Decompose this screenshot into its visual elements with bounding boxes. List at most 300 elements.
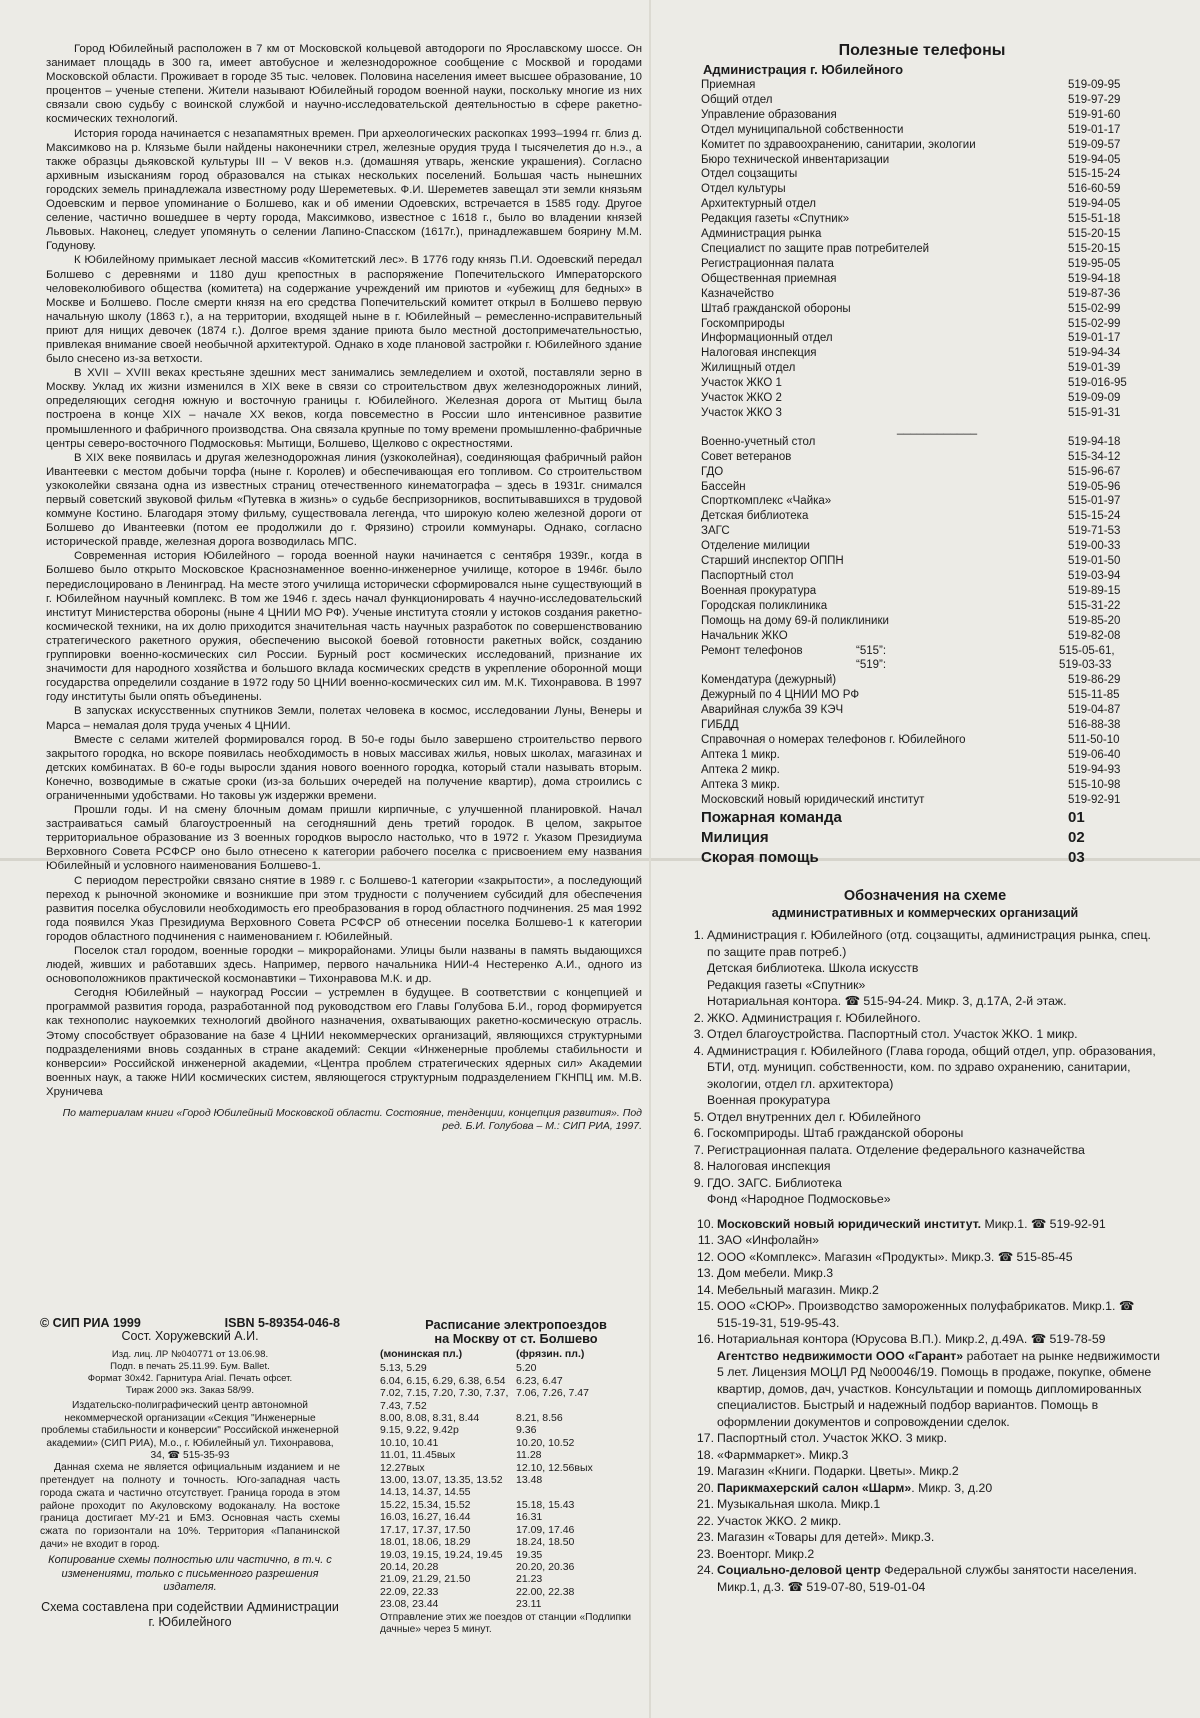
legend-item-text: ООО «СЮР». Производство замороженных полуфабрикатов. Микр.1. ☎ 515-19-31, 519-95-43. [717,1299,1135,1330]
legend-item-number: 5. [693,1109,704,1124]
phone-row [701,108,1143,123]
other-phone-list [701,435,1143,644]
legend-item-number: 12. [696,1249,714,1264]
print-line: Тираж 2000 экз. Заказ 58/99. [126,1385,254,1397]
train-row [380,1362,652,1374]
legend-item [690,1216,1160,1233]
train-times-monino: 18.01, 18.06, 18.29 [380,1536,471,1549]
legend-item [690,1265,1160,1282]
phone-number: 516-60-59 [1068,183,1121,196]
legend-item-text: Фонд «Народное Подмосковье» [707,1192,891,1206]
history-paragraph: С периодом перестройки связано снятие в 1989 г. с Болшево-1 категории «закрытости», а последующий переход к рыночной экономике и возникшие при этом трудности с получением субсидий для обеспечения развития поселка обусловили необходимость его преобразования в город областного подчинения. 25 мая 1992 года появился Указ Президиума Верховного Совета РСФСР об отнесении поселка Болшево-1 к категории городов областного подчинения с наименованием г. Юбилейный. [46,874,642,943]
train-times-fryazino: 8.21, 8.56 [516,1412,563,1425]
phone-label: Пожарная команда [701,808,842,826]
phone-number: 519-01-39 [1068,362,1121,375]
legend-item [690,1546,1160,1563]
phone-number: 519-86-29 [1068,674,1121,687]
phone-label: Отдел культуры [701,183,786,196]
phone-number: 515-01-97 [1068,495,1121,508]
phone-number: 515-11-85 [1068,689,1120,702]
history-paragraph: Вместе с селами жителей формировался город. В 50-е годы было завершено строительство первого закрытого городка, но вскоре появилась необходимость в новых массивах жилья, новых школах, магазинах и детских комбинатах. В 60-е годы выросли здания нового военного городка, который стали называть вторым. Конечно, возводимые в сжатые сроки (из-за больших очередей на получение квартир), дома строились с ограниченными удобствами. Но таковы уж издержки времени. [46,733,642,802]
other-phone-list-2 [701,673,1143,807]
legend-item-number: 10. [696,1216,714,1231]
legend-item [690,1043,1160,1093]
legend-item-text: Отдел внутренних дел г. Юбилейного [707,1109,921,1124]
train-row [380,1598,652,1610]
phone-number: 519-94-18 [1068,435,1121,448]
phone-row [701,614,1143,629]
legend-item-number: 6. [693,1126,704,1140]
history-paragraph: Город Юбилейный расположен в 7 км от Московской кольцевой автодороги по Ярославскому шоссе. Он занимает площадь в 300 га, имеет автобусное и железнодорожное сообщение с Москвой и городами Московской области. Проживает в городе 35 тыс. человек. Половина населения имеет высшее образование, 10 процентов – ученые степени. Жители называют Юбилейный городом военной науки, поскольку многие из них связали свою судьбу с воинской службой и научно-исследовательской деятельностью в сфере ракетно-космических технологий. [46,43,642,126]
legend-item-number: 19. [696,1464,714,1478]
legend-item-text: Военторг. Микр.2 [717,1546,815,1561]
phone-label: Отделение милиции [701,540,810,553]
history-paragraph: Современная история Юбилейного – города военной науки начинается с сентября 1939г., когда в Болшево было открыто Московское Краснознаменное военно-инженерное училище, которое в 1946г. было передислоцировано в Ленинград. На месте этого училища исторически сформировался ныне существующий в г. Юбилейном научный комплекс. В том же 1946 г. здесь начал функционировать 4 научно-исследовательский институт Министерства обороны (ныне 4 ЦНИИ МО РФ). Ученые института стояли у истоков создания ракетно-космической техники, на их долю приходится значительная часть научных разработок по совершенствованию стратегического ракетного оружия, обеспечению высокой боевой готовности ракетных войск, созданию группировки военно-космических сил России. Бурный рост космических исследований, признание их значимости для народного хозяйства и большого вклада космических средств в укрепление оборонной мощи государства определили создание в 1972 году 50 ЦНИИ военно-космических сил им. М.К. Тихонравова. В 1997 году институты были опять объединены. [46,550,642,704]
train-row [380,1449,652,1461]
legend-item-number [690,1348,717,1431]
phone-row [701,718,1143,733]
repair-num-515: 515-05-61, [1059,644,1115,657]
train-times-monino: 23.08, 23.44 [380,1598,439,1611]
publisher-info: Издательско-полиграфический центр автономной некоммерческой организации «Секция "Инженерные проблемы стабильности и конверсии" Российской инженерной академии» (СИП РИА), М.о., г. Юбилейный ул. Тихонравова, 34, ☎ 515-35-93 [41,1400,339,1462]
legend-item-number: 4. [693,1043,704,1058]
phone-label: Специалист по защите прав потребителей [701,242,930,255]
phone-row [701,197,1143,212]
phone-number: 519-016-95 [1068,377,1127,390]
train-times-fryazino: 10.20, 10.52 [516,1436,575,1449]
phone-label: Участок ЖКО 3 [701,406,782,419]
map-legend [690,888,1160,1595]
phone-row [701,539,1143,554]
legend-item-bold: Агентство недвижимости ООО «Гарант» [717,1348,964,1363]
train-times-fryazino [516,1400,652,1412]
phone-label: ЗАГС [701,525,730,538]
phone-label: ГДО [701,465,724,478]
history-paragraph: История города начинается с незапамятных времен. При археологических раскопках 1993–1994 гг. близ д. Максимково на р. Клязьме были найдены наконечники стрел, железные орудия труда I тысячелетия до н.э., а также образцы дьяковской культуры III – V веков н.э. (домашняя утварь, женские украшения). Согласно архивным изысканиям город образовался на стыках нескольких поселений. Большая часть нынешних городских земель принадлежала известному роду Шереметевых. Ф.И. Шереметев завещал эти земли князьям Одоевским и первое упоминание о Болшево, как и об имении Одоевских, встречается в 1585 году. Другое селение, частично вошедшее в черту города, Максимково, известное с 1618 г., было во владении князей Львовых. Наконец, следует упомянуть о селении Лапино-Спасском (1617г.), принадлежавшем боярину М.М. Годунову. [46,127,642,253]
legend-item-number: 3. [693,1027,704,1041]
train-row [380,1573,652,1585]
phones-admin-title: Администрация г. Юбилейного [703,62,904,77]
legend-item-text: Дом мебели. Микр.3 [717,1266,834,1280]
legend-item-text: Участок ЖКО. 2 микр. [717,1513,842,1528]
phone-number: 519-01-17 [1068,332,1121,345]
phone-label: Спорткомплекс «Чайка» [701,495,832,508]
train-times-monino: 16.03, 16.27, 16.44 [380,1511,471,1524]
phone-row [701,153,1143,168]
legend-item [690,1010,1160,1027]
train-times-monino: 20.14, 20.28 [380,1560,439,1573]
legend-item [690,1175,1160,1192]
phone-number: 519-05-96 [1068,480,1121,493]
legend-item-text: Госкомприроды. Штаб гражданской обороны [707,1126,964,1140]
phone-number: 519-92-91 [1068,793,1121,806]
phone-label: Военно-учетный стол [701,435,816,448]
phone-label: Аварийная служба 39 КЭЧ [701,704,844,717]
legend-item-number: 23. [696,1530,714,1544]
history-paragraph: В XIX веке появилась и другая железнодорожная линия (узкоколейная), соединяющая фабричный район Ивантеевки с местом добычи торфа (ныне г. Королев) и обеспечивающая его топливом. Со строительством узкоколейки связана одна из известных страниц отечественного кинематографа – здесь в 1931г. снималcя первый советский звуковой фильм «Путевка в жизнь» о судьбе беспризорников, воспитывавшихся в трудовой коммуне Костино. Благодаря этому фильму, существовала легенда, что широкую колею железной дороги от Болшево до Ивантеевки (потом ее продолжили до г. Фрязино) строили коммунары. Однако, согласно исторической правде, железная дорога возводилась МПС. [46,451,642,549]
phone-number: 519-91-60 [1068,108,1121,121]
legend-item-text: Нотариальная контора (Юрусова В.П.). Микр.2, д.49А. ☎ 519-78-59 [717,1332,1106,1346]
legend-item [690,993,1160,1010]
legend-item [690,1513,1160,1530]
phone-row [701,688,1143,703]
train-times-fryazino: 11.28 [516,1449,542,1462]
legend-subtitle: административных и коммерческих организаций [771,905,1079,920]
phone-number: 01 [1068,808,1085,826]
phone-label: Аптека 2 микр. [701,763,780,776]
phone-number: 519-94-05 [1068,198,1121,211]
legend-item [690,1158,1160,1175]
legend-item-text: Федеральной службы занятости населения. Микр.1, д.3. ☎ 519-07-80, 519-01-04 [717,1563,1137,1594]
history-paragraph: В XVII – XVIII веках крестьяне здешних мест занимались земледелием и охотой, поставляли зерно в Москву. Уклад их жизни изменился в XIX веке в связи со строительством двух железнодорожных линий, определяющих сегодня южную и восточную границы г. Юбилейного. Железная дорога от Мытищ была построена в конце XIX – начале XX веков, когда повсеместно в России шло интенсивное развитие промышленного и фабричного производства. Она связала крупные по тому времени промышленно-фабричные центры северо-восточного Подмосковья: Мытищи, Болшево, Щелково с окрестностями. [46,367,642,450]
train-times-fryazino: 15.18, 15.43 [516,1498,575,1511]
trains-col-fryazino: (фрязин. пл.) [516,1348,585,1360]
train-row [380,1549,652,1561]
train-schedule [380,1318,652,1636]
phone-row [701,793,1143,808]
phone-row [701,569,1143,584]
legend-item-text: . Микр. 3, д.20 [911,1480,993,1495]
legend-item-text: Налоговая инспекция [707,1159,831,1173]
phone-label: Бюро технической инвентаризации [701,153,890,166]
legend-item-text: Отдел благоустройства. Паспортный стол. Участок ЖКО. 1 микр. [707,1027,1078,1041]
phone-number: 515-15-24 [1068,510,1121,523]
legend-item-text: Регистрационная палата. Отделение федерального казначейства [707,1142,1085,1157]
phone-label: Бассейн [701,480,746,493]
phone-label: Старший инспектор ОППН [701,555,844,568]
phone-label: Отдел муниципальной собственности [701,123,904,136]
phone-row [701,599,1143,614]
legend-item [690,1529,1160,1546]
train-times-fryazino: 16.31 [516,1511,543,1524]
legend-item [690,1298,1160,1331]
phone-row [701,227,1143,242]
legend-item-number [690,993,707,1010]
train-row [380,1412,652,1424]
legend-item [690,1249,1160,1266]
separator: ____________ [896,420,978,435]
phone-row [701,763,1143,778]
compiled-with: Схема составлена при содействии Администрации г. Юбилейного [41,1599,339,1629]
phone-number: 519-71-53 [1068,525,1121,538]
legend-item-text: Магазин «Книги. Подарки. Цветы». Микр.2 [717,1464,959,1478]
legend-list-admin [690,927,1160,1208]
legend-item-number [690,977,707,994]
phone-label: Архитектурный отдел [701,198,816,211]
legend-item-number: 17. [696,1431,714,1445]
phone-label: ГИБДД [701,719,739,732]
phone-label: Паспортный стол [701,570,794,582]
phone-label: Начальник ЖКО [701,629,788,642]
legend-item [690,1232,1160,1249]
train-row [380,1524,652,1536]
phone-row [701,376,1143,391]
legend-item [690,1496,1160,1513]
copyright: © СИП РИА 1999 [40,1316,141,1330]
phone-row [701,480,1143,495]
train-times-fryazino: 9.36 [516,1424,537,1437]
legend-item-number: 22. [696,1513,714,1528]
phone-row [701,93,1143,108]
legend-item [690,1463,1160,1480]
phone-row [701,450,1143,465]
phone-number: 515-34-12 [1068,450,1121,463]
phone-number: 519-82-08 [1068,629,1121,642]
history-paragraph: К Юбилейному примыкает лесной массив «Комитетский лес». В 1776 году князь П.И. Одоевский передал Болшево с деревнями и 1180 душ крепостных в распоряжение Попечительского Императорского человеколюбивого общества (комитета) на содержание учреждений им приютов и «убежищ для бедных» в Москве и Болшево. После смерти князя на его средства Попечительский комитет открыл в Болшево первую начальную школу (1863 г.), а на территории, входящей ныне в г. Юбилейный – ремесленно-исправительный приют для нищих девочек (1874 г.). Долгое время здание приюта было местной достопримечательностью, привлекая внимание своей необычной архитектурой. Однако в ходе плановой застройки г. Юбилейного здание было снесено из-за ветхости. [46,254,642,366]
legend-item [690,1480,1160,1497]
phone-number: 515-02-99 [1068,302,1121,315]
legend-item [690,960,1160,977]
train-times-fryazino: 5.20 [516,1362,537,1375]
phone-number: 516-88-38 [1068,719,1121,732]
legend-item [690,1282,1160,1299]
trains-title: Расписание электропоездов [425,1317,607,1332]
phone-label: Общий отдел [701,93,773,106]
phone-row [701,629,1143,644]
phone-number: 515-02-99 [1068,317,1121,330]
legend-item-bold: Парикмахерский салон «Шарм» [717,1480,912,1495]
legend-item-text: Военная прокуратура [707,1093,831,1107]
phone-number: 519-89-15 [1068,584,1121,597]
phone-number: 02 [1068,828,1085,846]
train-times-monino: 22.09, 22.33 [380,1585,439,1598]
legend-item-text: Паспортный стол. Участок ЖКО. 3 микр. [717,1431,947,1445]
phone-number: 519-04-87 [1068,704,1121,717]
isbn: ISBN 5-89354-046-8 [224,1316,340,1330]
phone-number: 519-87-36 [1068,287,1121,300]
train-times-fryazino: 19.35 [516,1548,543,1561]
phone-label: Участок ЖКО 1 [701,377,782,390]
legend-item-text: Микр.1. ☎ 519-92-91 [981,1216,1106,1231]
phone-row [701,778,1143,793]
phone-label: Совет ветеранов [701,450,792,463]
phone-number: 515-15-24 [1068,168,1121,181]
phone-label: Аптека 1 микр. [701,748,780,761]
legend-item-number: 8. [693,1159,704,1173]
legend-item [690,1109,1160,1126]
phone-label: Московский новый юридический институт [701,793,925,806]
legend-item-number [690,1092,707,1109]
phone-row [701,123,1143,138]
train-times-monino: 13.00, 13.07, 13.35, 13.52 [380,1474,503,1487]
phone-row [701,524,1143,539]
phone-label: Городская поликлиника [701,599,828,612]
phone-row [701,182,1143,197]
legend-item-text: Нотариальная контора. ☎ 515-94-24. Микр. 3, д.17А, 2-й этаж. [707,994,1067,1008]
legend-item-number: 20. [696,1480,714,1495]
phone-label: Ремонт телефонов [701,644,803,657]
phone-number: 519-09-57 [1068,138,1121,151]
train-row [380,1511,652,1523]
phone-row [701,272,1143,287]
phone-label: Комендатура (дежурный) [701,674,837,687]
train-times-monino: 6.04, 6.15, 6.29, 6.38, 6.54 [380,1374,506,1387]
phone-label: Отдел соцзащиты [701,168,798,181]
legend-item-number: 13. [696,1266,714,1280]
train-times-monino: 12.27вых [380,1461,425,1474]
phone-row [701,673,1143,688]
train-times-monino: 7.43, 7.52 [380,1399,427,1412]
legend-item-text: ЖКО. Администрация г. Юбилейного. [707,1010,921,1025]
repair-sub-515: “515”: [856,644,887,657]
phone-number: 03 [1068,848,1085,866]
train-row [380,1424,652,1436]
train-row [380,1400,652,1412]
phone-label: Управление образования [701,108,837,121]
train-times-fryazino: 18.24, 18.50 [516,1536,575,1549]
legend-item [690,1092,1160,1109]
phone-label: Администрация рынка [701,228,822,241]
legend-item [690,1430,1160,1447]
phone-row [701,78,1143,93]
legend-item-number: 2. [693,1010,704,1025]
phone-number: 515-51-18 [1068,213,1121,226]
phone-label: Регистрационная палата [701,257,834,270]
legend-item-number: 18. [696,1447,714,1462]
train-times-fryazino: 17.09, 17.46 [516,1523,575,1536]
phone-number: 519-03-94 [1068,570,1121,582]
train-times-monino: 11.01, 11.45вых [380,1449,456,1462]
phone-row [701,257,1143,272]
phone-row [701,435,1143,450]
legend-item-number: 9. [693,1175,704,1190]
phone-row [701,212,1143,227]
phone-row [701,167,1143,182]
phone-row [701,584,1143,599]
print-line: Подп. в печать 25.11.99. Бум. Ballet. [110,1361,270,1373]
legend-item-text: ООО «Комплекс». Магазин «Продукты». Микр.3. ☎ 515-85-45 [717,1249,1073,1264]
train-row [380,1375,652,1387]
legend-title: Обозначения на схеме [843,888,1007,904]
train-times-monino: 19.03, 19.15, 19.24, 19.45 [380,1548,503,1561]
phone-label: Приемная [701,79,756,91]
phone-row [701,346,1143,361]
legend-item-bold: Социально-деловой центр [717,1563,881,1577]
city-history [46,42,642,1133]
history-paragraph: Прошли годы. И на смену блочным домам пришли кирпичные, с улучшенной планировкой. Начал застраиваться самый благоустроенный на сегодняшний день третий городок. В целом, закрытое территориальное образование из 3 военных городков выросло настолько, что в 1972 г. Указом Президиума Верховного Совета РСФСР оно было отнесено к категории рабочего поселка с присвоением ему названия Юбилейный и условного наименования Болшево-1. [46,804,642,873]
history-paragraph: Сегодня Юбилейный – наукоград России – устремлен в будущее. В соответствии с концепцией и программой развития города, разработанной под руководством его Главы Голубова Б.И., город формируется как технополис наукоемких технологий двойного назначения, охватывающих ракетно-космическую отрасль. Этому способствует образование на базе 4 ЦНИИ некоммерческих организаций, являющихся структурными подразделениями вновь созданных в стране академий: Секции «Инженерные проблемы стабильности и конверсии» Российской инженерной академии, «Центра проблем стратегических ядерных сил» Академии военных наук, а также НИИ космических систем, являющегося структурным подразделением ГКНПЦ им. М.В. Хруничева [46,987,642,1098]
train-times-monino: 21.09, 21.29, 21.50 [380,1573,471,1586]
phone-number: 519-85-20 [1068,614,1121,627]
phone-row [701,302,1143,317]
train-row [380,1387,652,1399]
train-times-monino: 9.15, 9.22, 9.42р [380,1424,459,1437]
phone-number: 515-20-15 [1068,228,1121,241]
legend-item [690,1331,1160,1348]
history-paragraph: В запусках искусственных спутников Земли, полетах человека в космос, исследовании Луны, Венеры и Марса – немалая доля труда ученых 4 ЦНИИ. [46,705,642,732]
phone-label: Милиция [701,828,769,846]
repair-sub-519: “519”: [856,659,887,672]
compiler: Сост. Хоружевский А.И. [121,1329,259,1344]
train-times-fryazino: 6.23, 6.47 [516,1374,563,1387]
train-times-fryazino: 23.11 [516,1598,542,1611]
legend-item-number: 11. [697,1233,714,1247]
phone-number: 519-95-05 [1068,257,1121,270]
phone-label: Информационный отдел [701,332,833,345]
phone-label: Общественная приемная [701,272,837,285]
disclaimer: Данная схема не является официальным изданием и не претендует на полноту и точность. Юго-западная часть города сжата и частично отсутствует. Граница города в этом районе проходит по Акуловскому водоканалу. На востоке граница достигает МУ-21 и БМЗ. Основная часть схемы сжата по горизонтали на 10%. Территория «Папанинской дачи» не входит в город. [40,1462,340,1550]
train-times-monino: 7.02, 7.15, 7.20, 7.30, 7.37, [380,1387,509,1400]
phones-title: Полезные телефоны [838,42,1006,59]
phone-number: 519-94-34 [1068,347,1121,360]
copy-notice: Копирование схемы полностью или частично, в т.ч. с изменениями, только с письменного разрешения издателя. [48,1554,332,1593]
phone-row [701,361,1143,376]
imprint-block [40,1317,340,1630]
phone-row [701,848,1143,868]
legend-item-number: 24. [696,1563,714,1577]
legend-item-text: Магазин «Товары для детей». Микр.3. [717,1530,935,1544]
legend-item-number: 23. [696,1546,714,1561]
legend-item-text: Администрация г. Юбилейного (отд. соцзащиты, администрация рынка, спец. по защите прав потреб.) [707,928,1151,959]
train-times-monino: 17.17, 17.37, 17.50 [380,1523,471,1536]
legend-item-number: 21. [696,1497,714,1511]
legend-item-bold: Московский новый юридический институт. [717,1216,982,1231]
train-times-fryazino: 12.10, 12.56вых [516,1461,593,1474]
train-row [380,1561,652,1573]
phone-label: Детская библиотека [701,510,809,523]
phone-number: 515-31-22 [1068,599,1121,612]
phone-label: Дежурный по 4 ЦНИИ МО РФ [701,689,860,702]
print-line: Изд. лиц. ЛР №040771 от 13.06.98. [111,1349,269,1361]
admin-phone-list [701,78,1143,421]
phone-label: Редакция газеты «Спутник» [701,213,850,226]
phone-row [701,465,1143,480]
phone-row [701,748,1143,763]
trains-note: Отправление этих же поездов от станции «Подлипки дачные» через 5 минут. [380,1611,632,1635]
phone-label: Налоговая инспекция [701,347,817,360]
phone-number: 515-96-67 [1068,465,1121,478]
phone-row [701,287,1143,302]
phone-row [701,554,1143,569]
phone-number: 519-01-17 [1068,123,1121,136]
phone-label: Скорая помощь [701,848,819,866]
phone-row [701,242,1143,257]
train-times-monino: 14.13, 14.37, 14.55 [380,1486,471,1499]
train-row [380,1486,652,1498]
train-times-fryazino [516,1486,652,1498]
legend-item [690,1125,1160,1142]
phone-row [701,509,1143,524]
phone-row [701,808,1143,828]
emergency-phone-list [701,808,1143,868]
legend-item [690,977,1160,994]
legend-item-number: 16. [696,1332,714,1346]
train-row [380,1499,652,1511]
phone-label: Штаб гражданской обороны [701,302,851,315]
phone-row [701,391,1143,406]
train-times-fryazino: 22.00, 22.38 [516,1585,575,1598]
phone-row [701,331,1143,346]
phone-row-repair [701,644,1143,674]
history-paragraph: Поселок стал городом, военные городки – микрорайонами. Улицы были названы в память выдающихся людей, живших и работавших здесь. Например, первого начальника НИИ-4 Нестеренко А.И., одного из основоположников практической космонавтики – Тихонравова М.К. и др. [46,945,642,986]
phone-label: Комитет по здравоохранению, санитарии, экологии [701,138,976,151]
phone-number: 519-94-93 [1068,763,1121,776]
train-row [380,1536,652,1548]
legend-item-text: Музыкальная школа. Микр.1 [717,1497,881,1511]
print-line: Формат 30х42. Гарнитура Arial. Печать офсет. [87,1373,293,1385]
train-rows [380,1362,652,1610]
trains-subtitle: на Москву от ст. Болшево [434,1331,598,1346]
legend-item-text: работает на рынке недвижимости 5 лет. Лицензия МОЦЛ РД №00046/19. Помощь в продаже, покупке, обмене квартир, домов, дач, участков. Консультации и помощь дипломированных специалистов. Быстрый и надежный подбор вариантов. Помощь в оформлении документов и сопровождении сделок. [717,1348,1160,1429]
train-times-fryazino: 13.48 [516,1474,543,1487]
phone-row [701,703,1143,718]
phone-number: 519-09-95 [1068,79,1121,91]
legend-item [690,1142,1160,1159]
train-row [380,1462,652,1474]
train-times-fryazino: 21.23 [516,1573,543,1586]
legend-item-number: 7. [693,1142,704,1157]
train-row [380,1474,652,1486]
